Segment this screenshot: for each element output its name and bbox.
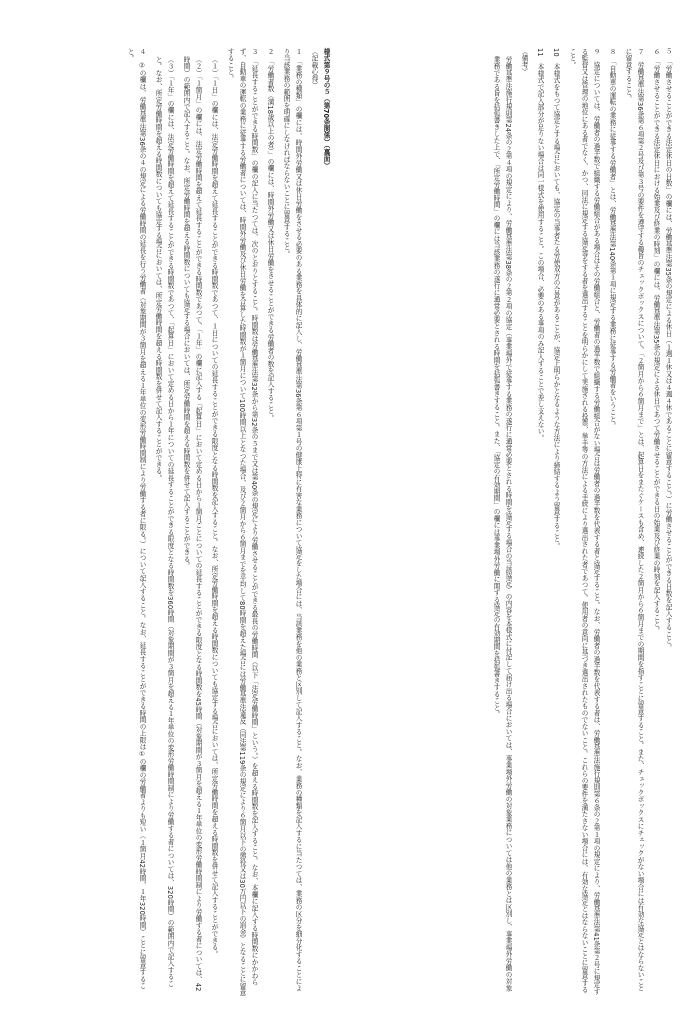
notes-heading: （記載心得） [310,48,318,89]
note-11: 11 本様式で記入部分が足りない場合は同一様式を使用すること。この場合、必要のある事項のみ記入することで差し支えない。 [536,48,544,442]
note-1: １ 「業務の種類」の欄には、時間外労働又は休日労働をさせる必要のある業務を具体的に記入し、労働基準法第36条第６項第１号の健康上特に有害な業務について協定をした場合には、当該業務を他の業務と区別して記入すること。なお、業務の種類を記入するに当たつては、業務の区分を細分化することにより当該業務の範囲を明確にしなければならないことに留意すること。 [282,48,302,992]
note-3-1: （１）「１日」の欄には、法定労働時間を超えて延長することができる時間数であつて、１日についての延長することができる限度となる時間数を記入すること。なお、所定労働時間を超える時間数についても協定する場合においては、所定労働時間を超える時間数を併せて記入することができる。 [210,56,218,958]
note-10: 10 本様式をもつて協定とする場合においても、協定の当事者たる労使双方の合意があることが、協定上明らかとなるような方法により締結するよう留意すること。 [552,48,560,550]
note-7: ７ 労働基準法第36条第６項第２号及び第３号の要件を遵守する趣旨のチェックボックスについて、「２箇月から６箇月まで」とは、起算日をまたぐケースも含め、連続した２箇月から６箇月までの期間を指すことに留意すること。また、チェックボックスにチェックがない場合には有効な協定とはならないことに留意すること。 [624,48,644,992]
note-3-3: （３）「１年」の欄には、法定労働時間を超えて延長することができる時間数であつて、「起算日」において定める日から１年についての延長することができる限度となる時間数を360時間（対象期間が３箇月を超える１年単位の変形労働時間制により労働する者については、320時間）の範囲内で記入すること。なお、所定労働時間を超える時間数についても協定する場合においては、所定労働時間を超える時間数を併せて記入することができる。 [154,56,174,987]
remarks-text: 労働基準法施行規則第24条の２第４項の規定により、労働基準法第38条の２第２項の協定（事業場外で従事する業務の遂行に通常必要とされる時間を協定する場合の当該協定）の内容を本様式に付記して届け出る場合においては、事業場外労働の対象業務については他の業務とは区別し、事業場外労働の対象業務である旨を括弧書きした上で、「所定労働時間」の欄には当該業務の遂行に通常必要とされる時間を括弧書きすること。また、「協定の有効期間」の欄には事業場外労働に関する協定の有効期間を括弧書きすること。 [492,56,512,992]
notes-column-right [14,48,332,998]
remarks-heading: （備考） [520,48,528,75]
note-9: ９ 協定については、労働者の過半数で組織する労働組合がある場合はその労働組合と、労働者の過半数で組織する労働組合がない場合は労働者の過半数を代表する者と協定すること。なお、労働者の過半数を代表する者は、労働基準法施行規則第６条の２第１項の規定により、労働基準法第41条第２号に規定する監督又は管理の地位にある者でなく、かつ、同法に規定する協定等をする者を選出することを明らかにして実施される投票、挙手等の方法による手続により選出された者であつて、使用者の意向に基づき選出されたものでないこと。これらの要件を満たさない場合には、有効な協定とはならないことに留意すること。 [568,48,600,995]
note-2: ２ 「労働者数（満18歳以上の者）」の欄には、時間外労働又は休日労働をさせることができる労働者の数を記入すること。 [266,48,274,422]
notes-column-left [358,48,674,998]
note-4: ４ ②の欄は、労働基準法第36条の４の規定による労働時間の延長を行う労働者（対象期間が３箇月を超える１年単位の変形労働時間制により労働する者に限る。）について記入すること。なお、延長することができる時間の上限は①の欄の労働者よりも短い（１箇月42時間、１年320時間）ことに留意すること。 [126,48,146,990]
note-5: ５ 「労働させることができる法定休日の日数」の欄には、労働基準法第35条の規定による休日（１週１休又は４週４休であることに留意すること。）に労働させることができる日数を記入すること。 [664,48,672,651]
form-title: 様式第９号の５（第70条関係）（裏面） [322,48,330,169]
note-6: ６ 「労働させることができる法定休日における始業及び終業の時刻」の欄には、労働基準法第35条の規定による休日であつて労働させることができる日の始業及び終業の時刻を記入すること。 [652,48,660,634]
note-8: ８ 「自動車の運転の業務に従事する労働者」とは、労働基準法第140条第１項に規定する業務に従事する労働者をいうこと。 [608,48,616,429]
note-3: ３ 「延長することができる時間数」の欄の記入に当たつては、次のとおりとすること。時間数は労働基準法第32条から第32条の５まで又は第40条の規定により労働させることができる最長の労働時間（以下「法定労働時間」という。）を超える時間数を記入すること。なお、本欄に記入する時間数にかかわらず、自動車の運転の業務に従事する労働者については、時間外労働及び休日労働を合算した時間数が１箇月について100時間以上となつた場合、及び２箇月から６箇月までを平均して80時間を超えた場合には労働基準法違反（同法第119条の規定により６箇月以下の懲役又は30万円以下の罰金）となることに留意すること。 [226,48,258,996]
note-3-2: （２）「１箇月」の欄には、法定労働時間を超えて延長することができる時間数であつて、「１年」の欄に記入する「起算日」において定める日から１箇月ごとについての延長することができる限度となる時間数を45時間（対象期間が３箇月を超える１年単位の変形労働時間制により労働する者については、42時間）の範囲内で記入すること。なお、所定労働時間を超える時間数についても協定する場合においては、所定労働時間を超える時間数を併せて記入することができる。 [182,56,202,992]
